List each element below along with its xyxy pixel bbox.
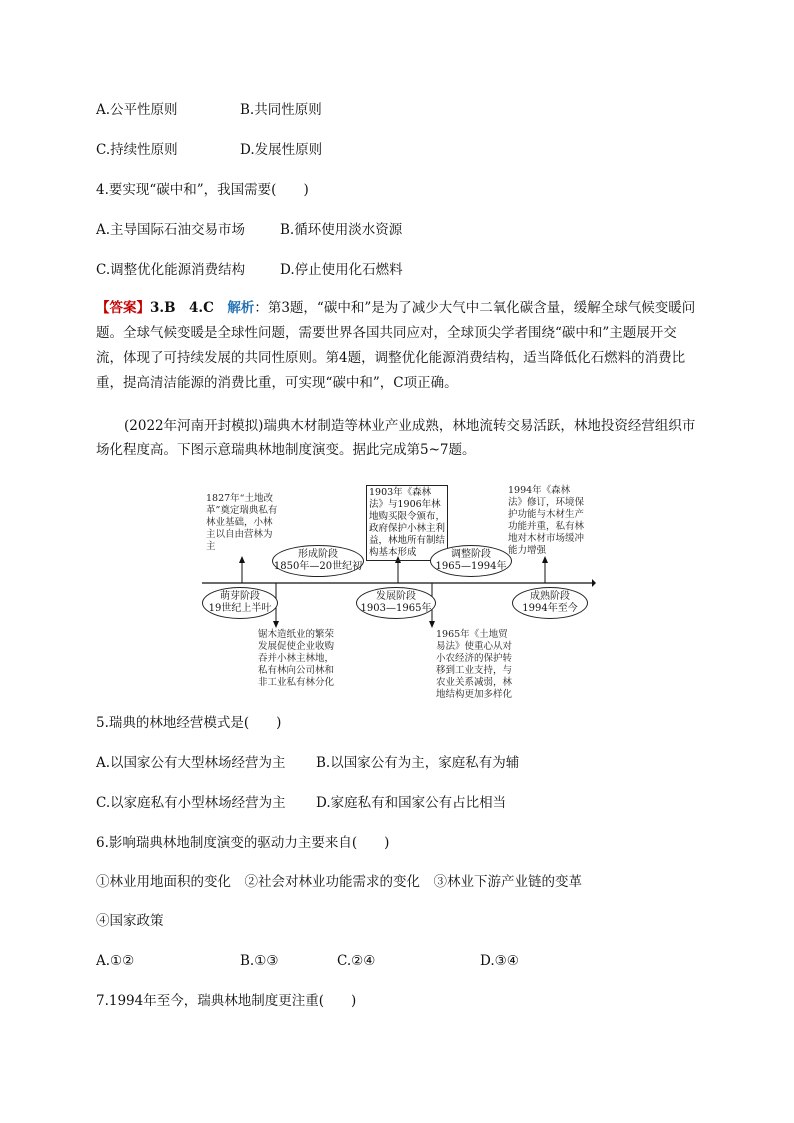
- passage-text: (2022年河南开封模拟)瑞典木材制造等林业产业成熟，林地流转交易活跃，林地投资经营组织市场化程度高。下图示意瑞典林地制度演变。据此完成第5~7题。: [96, 418, 696, 458]
- arrow-head-2: [273, 621, 279, 628]
- note-sawmill: 锯木造纸业的繁荣发展促使企业收购吞并小林主林地，私有林向公司林和非工业私有林分化: [258, 629, 335, 688]
- arrow-head-5: [542, 556, 548, 563]
- q6-stem: 6.影响瑞典林地制度演变的驱动力主要来自( ): [96, 835, 390, 851]
- answer-label: 【答案】: [96, 300, 150, 316]
- q5-option-a: A.以国家公有大型林场经营为主: [96, 755, 286, 771]
- stage-name: 发展阶段: [376, 591, 416, 602]
- q4-option-b: B.循环使用淡水资源: [280, 222, 403, 238]
- stage-developing: [356, 587, 436, 619]
- stage-period: 1903—1965年: [360, 603, 432, 614]
- stage-period: 1994年至今: [522, 603, 578, 614]
- stage-name: 萌芽阶段: [219, 591, 260, 602]
- q5-option-d: D.家庭私有和国家公有占比相当: [316, 795, 507, 811]
- q6-option-a: A.①②: [96, 953, 135, 969]
- q5-stem: 5.瑞典的林地经营模式是( ): [96, 715, 282, 731]
- analysis-label: 解析: [227, 300, 255, 316]
- arrow-head-4: [429, 621, 435, 628]
- stage-mature: [512, 587, 588, 619]
- note-1994: 1994年《森林法》修订，环境保护功能与木材生产功能并重，私有林地对木材市场缓冲能力增强: [508, 485, 585, 556]
- stage-sprouting: [202, 587, 278, 619]
- q6-items: ①林业用地面积的变化 ②社会对林业功能需求的变化 ③林业下游产业链的变革: [96, 874, 582, 890]
- answer-block: [96, 296, 696, 396]
- timeline-arrowhead: [592, 579, 596, 587]
- q3-option-c: C.持续性原则: [96, 142, 178, 158]
- stage-period: 1965—1994年: [435, 561, 507, 572]
- arrow-head-1: [239, 556, 245, 563]
- q6-option-d: D.③④: [480, 953, 519, 969]
- q3-option-a: A.公平性原则: [96, 102, 178, 118]
- stage-name: 成熟阶段: [529, 591, 570, 602]
- note-1903: 1903年《森林法》与1906年林地购买限令颁布，政府保护小林主利益，林地所有制结构基本形成: [366, 485, 448, 561]
- stage-period: 1850年—20世纪初: [273, 561, 363, 572]
- q7-stem: 7.1994年至今，瑞典林地制度更注重( ): [96, 993, 357, 1009]
- q3-option-b: B.共同性原则: [240, 102, 322, 118]
- note-1965: 1965年《土地贸易法》使重心从对小农经济的保护转移到工业支持，与农业关系减弱，林地结构更加多样化: [436, 629, 513, 700]
- forest-system-diagram: [200, 483, 596, 700]
- q4-option-a: A.主导国际石油交易市场: [96, 222, 246, 238]
- q5-option-c: C.以家庭私有小型林场经营为主: [96, 795, 286, 811]
- analysis-text: ：第3题，“碳中和”是为了减少大气中二氧化碳含量，缓解全球气候变暖问题。全球气候变暖是全球性问题，需要世界各国共同应对，全球顶尖学者围绕“碳中和”主题展开交流，体现了可持续发展的共同性原则。第4题，调整优化能源消费结构，适当降低化石燃料的消费比重，提高清洁能源的消费比重，可实现“碳中和”，C项正确。: [96, 300, 696, 391]
- answer-key: 3.B 4.C: [150, 300, 228, 316]
- q4-option-d: D.停止使用化石燃料: [280, 262, 403, 278]
- stage-name: 调整阶段: [451, 549, 491, 560]
- q4-stem: 4.要实现“碳中和”，我国需要( ): [96, 182, 309, 198]
- q3-option-d: D.发展性原则: [240, 142, 323, 158]
- stage-adjusting: [430, 545, 512, 577]
- stage-forming: [272, 545, 364, 577]
- q6-item-4: ④国家政策: [96, 913, 164, 929]
- q4-option-c: C.调整优化能源消费结构: [96, 262, 246, 278]
- q6-option-b: B.①③: [240, 953, 279, 969]
- q6-option-c: C.②④: [337, 953, 376, 969]
- stage-period: 19世纪上半叶: [208, 603, 272, 614]
- q5-option-b: B.以国家公有为主，家庭私有为辅: [316, 755, 520, 771]
- stage-name: 形成阶段: [298, 549, 338, 560]
- note-1827: 1827年“土地改革”奠定瑞典私有林业基础，小林主以自由营林为主: [206, 493, 278, 552]
